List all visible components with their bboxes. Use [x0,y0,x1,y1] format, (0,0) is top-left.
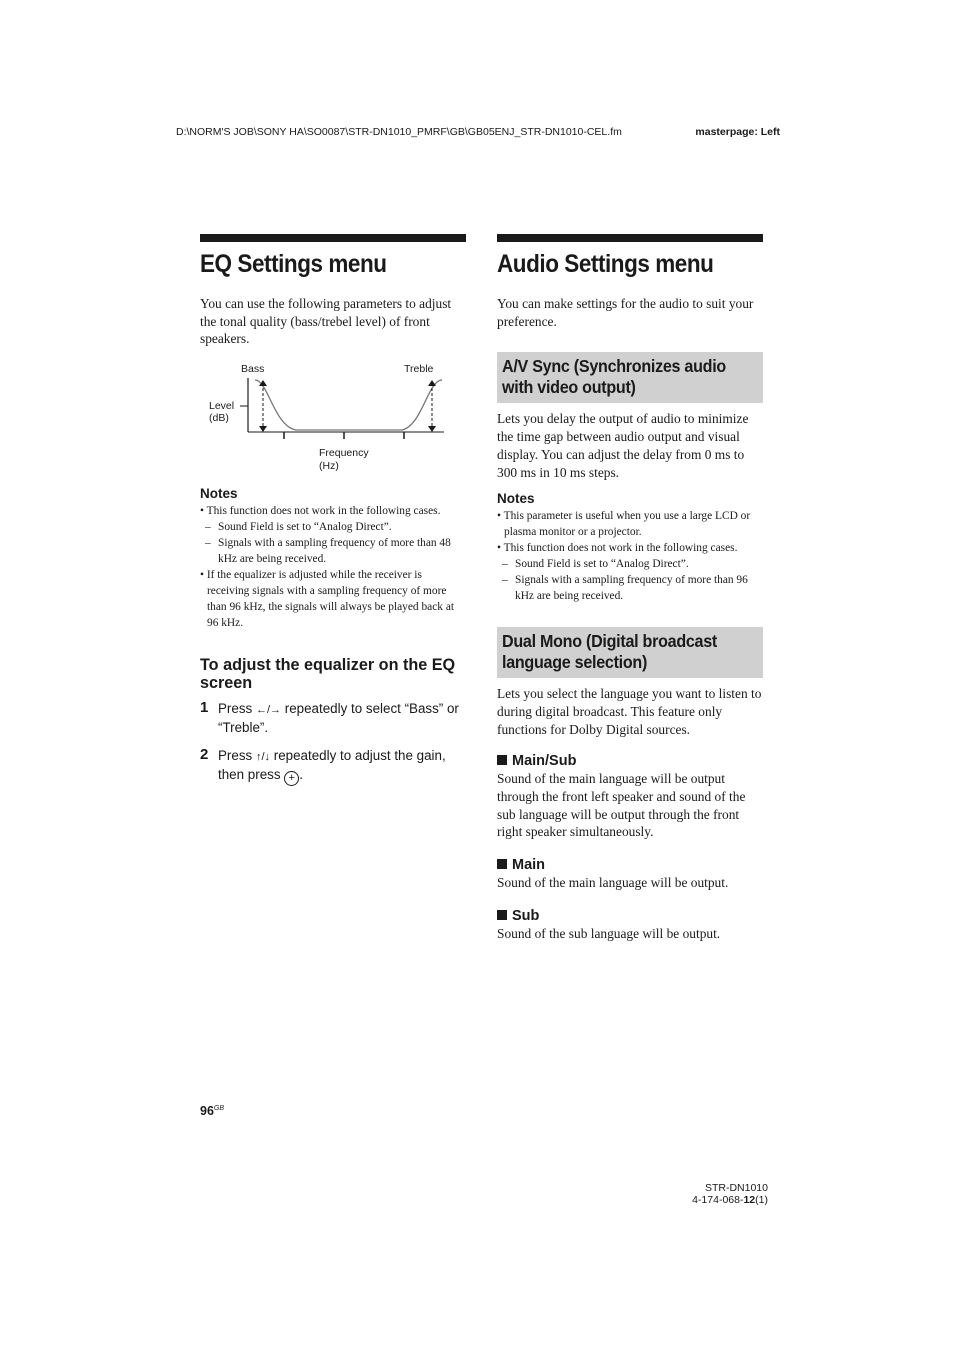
note-item: • This function does not work in the following cases. [200,505,441,518]
masterpage-label: masterpage: Left [695,126,780,138]
option-label: Main/Sub [512,753,577,770]
page-number [200,1104,224,1118]
left-right-arrows-icon: ←/→ [255,704,282,717]
av-notes-title: Notes [497,491,535,507]
treble-arrow-down-icon [428,426,436,432]
eq-settings-title: EQ Settings menu [200,250,387,278]
step-1 [200,700,466,738]
eq-intro: You can use the following parameters to adjust the tonal quality (bass/trebel level) of front speakers. [200,296,452,347]
note-item: • This parameter is useful when you use a large LCD or plasma monitor or a projector. [497,510,751,539]
square-bullet-icon [497,910,507,920]
bass-label: Bass [241,363,265,376]
step-text: repeatedly to select “Bass” or “Treble”. [218,701,459,736]
heading-line: with video output) [502,377,636,398]
audio-settings-title: Audio Settings menu [497,250,714,278]
step-text: Press [218,701,256,717]
av-sync-body: Lets you delay the output of audio to minimize the time gap between audio output and visual display. You can adjust the delay from 0 ms to 300 ms in 10 ms steps. [497,411,749,480]
frequency-label: Frequency [319,447,369,460]
step-2 [200,747,466,786]
option-sub-desc: Sound of the sub language will be output. [497,925,721,941]
option-main-sub [497,753,763,770]
file-path: D:\NORM'S JOB\SONY HA\SO0087\STR-DN1010_PMRF\GB\GB05ENJ_STR-DN1010-CEL.fm [176,126,622,138]
note-subitem: – Sound Field is set to “Analog Direct”. [497,556,763,572]
note-subitem: – Sound Field is set to “Analog Direct”. [200,519,466,535]
eq-notes-list [200,503,466,631]
db-label: (dB) [209,412,229,425]
part-code-b: 12 [743,1194,756,1206]
av-notes-list [497,508,763,604]
up-down-arrows-icon: ↑/↓ [255,750,271,763]
heading-line: language selection) [502,652,648,673]
level-label: Level [209,400,235,413]
section-rule [200,234,466,242]
note-item: • If the equalizer is adjusted while the receiver is receiving signals with a sampling frequency of more than 96 kHz, the signals will always be played back at 96 kHz. [200,569,455,630]
enter-button-icon: + [284,771,299,786]
step-text: Press [218,747,256,763]
eq-notes-title: Notes [200,486,238,502]
section-rule [497,234,763,242]
page-number-suffix: GB [213,1104,225,1112]
heading-line: Dual Mono (Digital broadcast [502,631,718,652]
option-label: Main [512,857,546,874]
note-item: • This function does not work in the following cases. [497,542,738,555]
model-name: STR-DN1010 [704,1182,768,1194]
part-code [680,1194,768,1206]
option-sub [497,908,763,925]
option-label: Sub [512,907,540,924]
option-main [497,857,763,874]
heading-line: A/V Sync (Synchronizes audio [502,356,726,377]
file-path-header [176,126,780,138]
model-code-footer [680,1182,768,1206]
part-code-c: (1) [755,1194,768,1206]
square-bullet-icon [497,859,507,869]
bass-arrow-down-icon [259,426,267,432]
hz-label: (Hz) [319,460,339,473]
eq-settings-column [200,234,466,786]
treble-label: Treble [404,363,434,376]
part-code-a: 4-174-068- [692,1194,744,1206]
note-subitem: – Signals with a sampling frequency of more than 96 kHz are being received. [497,572,763,604]
option-main-desc: Sound of the main language will be output. [497,875,729,891]
square-bullet-icon [497,755,507,765]
option-main-sub-desc: Sound of the main language will be output through the front left speaker and sound of the sub language will be output through the front right speaker simultaneously. [497,771,746,840]
av-sync-heading [497,352,763,403]
page-number-value: 96 [200,1104,214,1118]
step-number: 2 [200,745,209,763]
audio-settings-column [497,234,763,943]
step-text: repeatedly to adjust the gain, then press [218,747,446,782]
dual-mono-body: Lets you select the language you want to listen to during digital broadcast. This feature only functions for Dolby Digital sources. [497,686,762,737]
eq-curve-diagram [200,354,466,474]
dual-mono-heading [497,627,763,678]
step-text: . [299,767,303,782]
note-subitem: – Signals with a sampling frequency of more than 48 kHz are being received. [200,535,466,567]
audio-intro: You can make settings for the audio to suit your preference. [497,296,754,329]
eq-curve [255,380,442,430]
treble-arrow-up-icon [428,380,436,386]
step-number: 1 [200,699,209,717]
adjust-equalizer-heading: To adjust the equalizer on the EQ screen [200,656,456,692]
